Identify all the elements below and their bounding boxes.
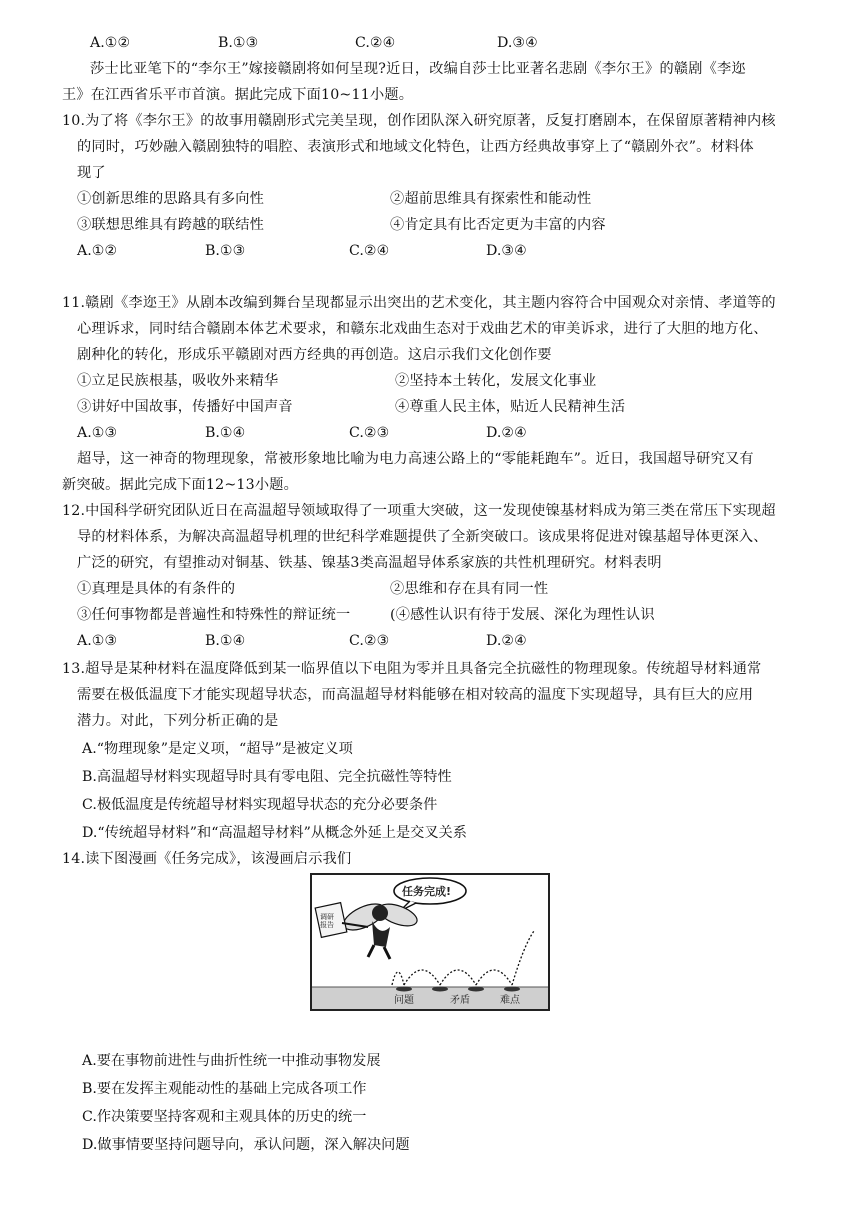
cartoon-ground-label-2: 矛盾	[450, 995, 470, 1006]
bounce-arc-1	[392, 972, 404, 985]
cartoon-task-complete	[310, 873, 550, 1011]
intro-12-13-line1: 超导，这一神奇的物理现象，常被形象地比喻为电力高速公路上的“零能耗跑车”。近日，我国超导研究又有	[77, 451, 754, 467]
q14-option-b[interactable]: B.要在发挥主观能动性的基础上完成各项工作	[82, 1081, 367, 1097]
q11-option-a[interactable]: A.①③	[77, 425, 118, 441]
q9-option-a[interactable]: A.①②	[90, 35, 131, 51]
q11-item-1: ①立足民族根基，吸收外来精华	[77, 373, 279, 389]
q11-stem-line2: 心理诉求，同时结合赣剧本体艺术要求，和赣东北戏曲生态对于戏曲艺术的审美诉求，进行了大胆的地方化、	[77, 321, 768, 337]
ground-mark-2	[432, 987, 448, 992]
bounce-arc-2	[404, 970, 440, 985]
q11-item-2: ②坚持本土转化，发展文化事业	[395, 373, 597, 389]
q10-item-2: ②超前思维具有探索性和能动性	[390, 191, 592, 207]
q11-option-b[interactable]: B.①④	[205, 425, 246, 441]
intro-12-13-line2: 新突破。据此完成下面12~13小题。	[62, 477, 299, 493]
intro-10-11-line2: 王》在江西省乐平市首演。据此完成下面10~11小题。	[62, 87, 414, 103]
q14-option-c[interactable]: C.作决策要坚持客观和主观具体的历史的统一	[82, 1109, 367, 1125]
q12-stem-line2: 导的材料体系，为解决高温超导机理的世纪科学难题提供了全新突破口。该成果将促进对镍基超导体更深入、	[77, 529, 768, 545]
q10-option-b[interactable]: B.①③	[205, 243, 246, 259]
q10-item-1: ①创新思维的思路具有多向性	[77, 191, 265, 207]
q14-option-d[interactable]: D.做事情要坚持问题导向，承认问题，深入解决问题	[82, 1137, 410, 1153]
figure-head	[372, 905, 388, 921]
cartoon-ground-label-3: 难点	[500, 995, 520, 1006]
q10-option-d[interactable]: D.③④	[486, 243, 527, 259]
cartoon-ground-label-1: 问题	[394, 995, 414, 1006]
q12-option-d[interactable]: D.②④	[486, 633, 527, 649]
q13-option-a[interactable]: A.“物理现象”是定义项，“超导”是被定义项	[82, 741, 353, 757]
q12-item-3: ③任何事物都是普遍性和特殊性的辩证统一	[77, 607, 351, 623]
q14-option-a[interactable]: A.要在事物前进性与曲折性统一中推动事物发展	[82, 1053, 381, 1069]
q13-stem-line1: 13.超导是某种材料在温度降低到某一临界值以下电阻为零并且具备完全抗磁性的物理现象。传统超导材料通常	[62, 661, 762, 677]
q12-option-b[interactable]: B.①④	[205, 633, 246, 649]
q13-stem-line3: 潜力。对此，下列分析正确的是	[77, 713, 279, 729]
q11-item-4: ④尊重人民主体，贴近人民精神生活	[395, 399, 626, 415]
q14-stem: 14.读下图漫画《任务完成》，该漫画启示我们	[62, 851, 352, 867]
q9-option-b[interactable]: B.①③	[218, 35, 259, 51]
q12-option-a[interactable]: A.①③	[77, 633, 118, 649]
q10-stem-line3: 现了	[77, 165, 106, 181]
figure-legs	[368, 945, 390, 959]
q9-option-d[interactable]: D.③④	[497, 35, 538, 51]
cartoon-bubble-text: 任务完成!	[402, 885, 452, 898]
ground-mark-1	[396, 987, 412, 992]
q10-option-c[interactable]: C.②④	[349, 243, 390, 259]
ground-mark-3	[468, 987, 484, 992]
figure-body	[372, 921, 390, 947]
q10-stem-line2: 的同时，巧妙融入赣剧独特的唱腔、表演形式和地域文化特色，让西方经典故事穿上了“赣剧外衣”。材料体	[77, 139, 754, 155]
q12-item-4: (④感性认识有待于发展、深化为理性认识	[390, 607, 655, 623]
q11-stem-line3: 剧种化的转化，形成乐平赣剧对西方经典的再创造。这启示我们文化创作要	[77, 347, 552, 363]
q11-item-3: ③讲好中国故事，传播好中国声音	[77, 399, 293, 415]
q11-stem-line1: 11.赣剧《李迩王》从剧本改编到舞台呈现都显示出突出的艺术变化，其主题内容符合中国观众对亲情、孝道等的	[62, 295, 776, 311]
q10-item-3: ③联想思维具有跨越的联结性	[77, 217, 265, 233]
q11-option-d[interactable]: D.②④	[486, 425, 527, 441]
q13-option-c[interactable]: C.极低温度是传统超导材料实现超导状态的充分必要条件	[82, 797, 438, 813]
ground-mark-4	[504, 987, 520, 992]
bounce-arc-5	[512, 931, 534, 985]
q12-item-2: ②思维和存在具有同一性	[390, 581, 549, 597]
intro-10-11-line1: 莎士比亚笔下的“李尔王”嫁接赣剧将如何呈现?近日，改编自莎士比亚著名悲剧《李尔王》的赣剧《李迩	[90, 61, 746, 77]
q13-option-b[interactable]: B.高温超导材料实现超导时具有零电阻、完全抗磁性等特性	[82, 769, 452, 785]
q10-stem-line1: 10.为了将《李尔王》的故事用赣剧形式完美呈现，创作团队深入研究原著，反复打磨剧本，在保留原著精神内核	[62, 113, 776, 129]
q12-item-1: ①真理是具体的有条件的	[77, 581, 236, 597]
q13-option-d[interactable]: D.“传统超导材料”和“高温超导材料”从概念外延上是交叉关系	[82, 825, 467, 841]
q12-option-c[interactable]: C.②③	[349, 633, 390, 649]
q9-option-c[interactable]: C.②④	[355, 35, 396, 51]
q12-stem-line3: 广泛的研究，有望推动对铜基、铁基、镍基3类高温超导体系家族的共性机理研究。材料表明	[77, 555, 662, 571]
cartoon-report-text: 调研报告	[320, 913, 334, 929]
q13-stem-line2: 需要在极低温度下才能实现超导状态，而高温超导材料能够在相对较高的温度下实现超导，具有巨大的应用	[77, 687, 754, 703]
q12-stem-line1: 12.中国科学研究团队近日在高温超导领域取得了一项重大突破，这一发现使镍基材料成为第三类在常压下实现超	[62, 503, 776, 519]
bounce-arc-3	[440, 970, 476, 985]
bounce-arc-4	[476, 970, 512, 985]
q11-option-c[interactable]: C.②③	[349, 425, 390, 441]
q10-item-4: ④肯定具有比否定更为丰富的内容	[390, 217, 606, 233]
q10-option-a[interactable]: A.①②	[77, 243, 118, 259]
